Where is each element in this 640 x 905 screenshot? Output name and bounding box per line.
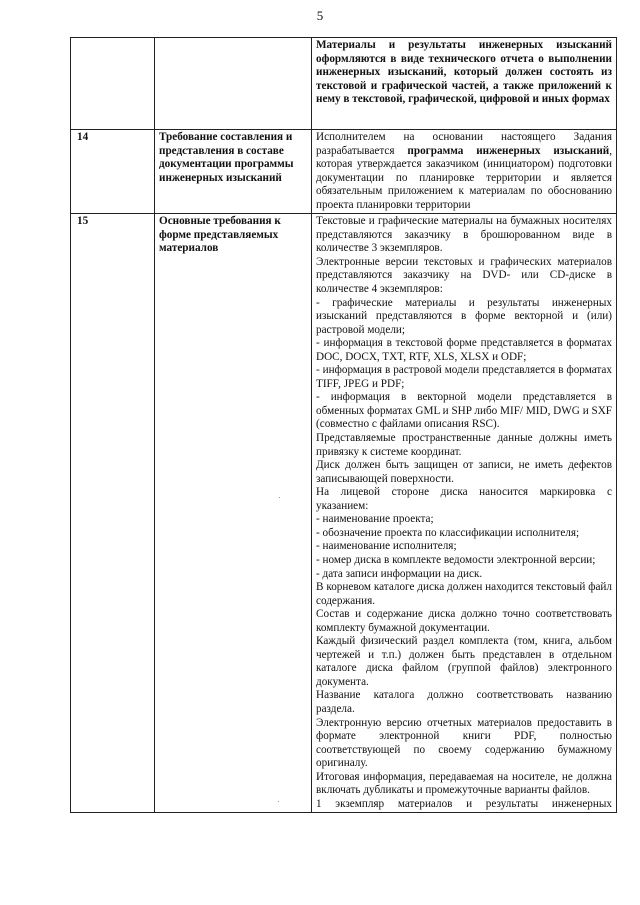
requirements-table [70,37,617,813]
row-requirement: Требование составления и представления в составе документации программы инженерных изысканий [155,130,312,214]
row-number: 15 [71,214,155,813]
row-content: Материалы и результаты инженерных изысканий оформляются в виде технического отчета о выполнении инженерных изысканий, который должен состоять из текстовой и графической частей, а также приложений к нему в текстовой, графической, цифровой и иных формах [312,38,617,130]
row-content [312,130,617,214]
paragraph: - обозначение проекта по классификации исполнителя; [316,526,580,539]
content-text: , которая утверждается заказчиком (инициатором) подготовки документации по планировке территории и является обязательным приложением к материалам по обоснованию проекта планировки территории [316,144,613,211]
content-strong: программа инженерных изысканий [407,144,610,157]
table-row [71,130,617,214]
row-content [312,214,617,813]
paragraph: Представляемые пространственные данные должны иметь привязку к системе координат. [316,432,612,458]
row-requirement: Основные требования к форме представляемых материалов [155,214,312,813]
paragraph: В корневом каталоге диска должен находится текстовый файл содержания. [316,581,612,607]
paragraph: Итоговая информация, передаваемая на носителе, не должна включать дубликаты и промежуточные варианты файлов. [316,770,612,797]
paragraph: Состав и содержание диска должно точно соответствовать комплекту бумажной документации. [316,608,612,634]
table-row [71,38,617,130]
paragraph-continued: 1 экземпляр материалов и результаты инженерных [316,797,612,810]
paragraph: На лицевой стороне диска наносится маркировка с указанием: [316,486,612,512]
paragraph: Электронную версию отчетных материалов предоставить в формате электронной книги PDF, полностью соответствующей по своему содержанию бумажному оригиналу. [316,716,612,770]
paragraph: Электронные версии текстовых и графических материалов представляются заказчику на DVD- или CD-диске в количестве 4 экземпляров: [316,255,612,296]
scan-speck [278,801,279,802]
paragraph: Название каталога должно соответствовать названию раздела. [316,689,612,715]
row-number: 14 [71,130,155,214]
row-number [71,38,155,130]
scan-speck [279,497,280,498]
paragraph: - наименование исполнителя; [316,540,457,553]
paragraph: - графические материалы и результаты инженерных изысканий представляются в форме векторной и (или) растровой модели; [316,296,612,336]
paragraph: - номер диска в комплекте ведомости электронной версии; [316,553,596,566]
paragraph: - дата записи информации на диск. [316,567,483,580]
paragraph: Диск должен быть защищен от записи, не иметь дефектов записывающей поверхности. [316,459,612,485]
page-number: 5 [316,8,324,23]
table-row [71,214,617,813]
content-text: Исполнителем на основании настоящего Задания разрабатывается [316,131,612,157]
row-requirement [155,38,312,130]
paragraph: - информация в текстовой форме представляется в форматах DOC, DOCX, TXT, RTF, XLS, XLSX и ODF; [316,337,612,363]
paragraph: - информация в векторной модели представляется в обменных форматах GML и SHP либо MIF/ MID, DWG и SXF (совместно с файлами описания RSC). [316,391,612,431]
paragraph: - наименование проекта; [316,513,434,526]
paragraph: Каждый физический раздел комплекта (том, книга, альбом чертежей и т.п.) должен быть представлен в отдельном каталоге диска файлом (группой файлов) электронного документа. [316,635,612,688]
paragraph: - информация в растровой модели представляется в форматах TIFF, JPEG и PDF; [316,364,612,390]
paragraph: Текстовые и графические материалы на бумажных носителях представляются заказчику в брошюрованном виде в количестве 3 экземпляров. [316,215,612,255]
